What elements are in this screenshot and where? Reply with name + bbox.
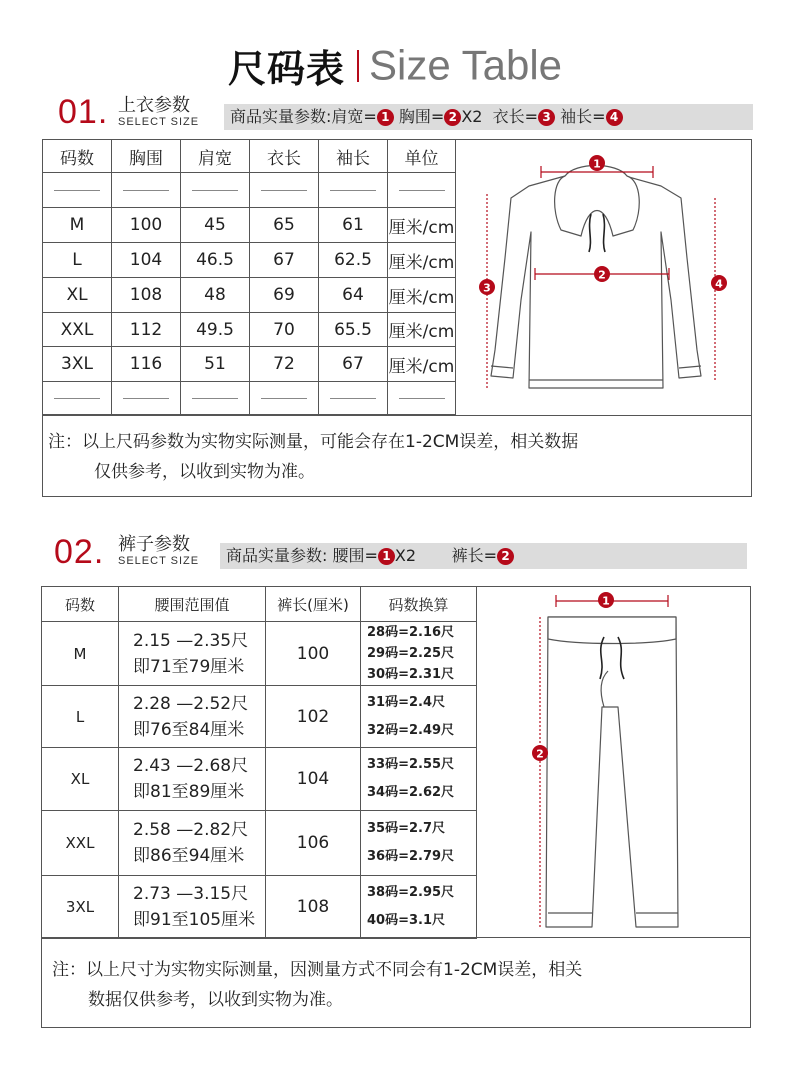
marker-3-icon: 3: [538, 109, 555, 126]
cell-unit: 厘米/cm: [388, 347, 456, 382]
table-header-row: [42, 587, 477, 622]
cell-chest: 104: [112, 243, 181, 278]
cell-size: M: [43, 208, 112, 243]
cell-shoulder: 48: [181, 278, 250, 313]
header-sleeve: 袖长: [319, 140, 388, 173]
cell-length: 69: [250, 278, 319, 313]
cell-unit: 厘米/cm: [388, 313, 456, 347]
cell-length: 104: [266, 748, 361, 811]
cell-size: M: [42, 622, 119, 686]
hoodie-marker-4-icon: [711, 275, 727, 291]
dash-divider: [54, 398, 100, 399]
cell-shoulder: 45: [181, 208, 250, 243]
range-cm: 即81至89厘米: [133, 782, 245, 802]
pants-diagram-marker-1-icon: [598, 592, 614, 608]
cell-sleeve: 62.5: [319, 243, 388, 278]
dash-divider: [330, 398, 376, 399]
title-en: Size Table: [368, 41, 563, 89]
tops-param-chest: 胸围=: [398, 107, 445, 126]
cell-chest: 112: [112, 313, 181, 347]
marker-2-icon: 2: [444, 109, 461, 126]
conv-line: 30码=2.31尺: [367, 667, 455, 682]
tops-param-label: 商品实量参数:肩宽=: [230, 107, 377, 126]
header-chest: 胸围: [112, 140, 181, 173]
range-ft: 2.58 —2.82尺: [133, 820, 249, 840]
tops-size-table: [42, 139, 456, 415]
table-row: [42, 622, 477, 686]
cell-conversion: [361, 622, 477, 686]
cell-unit: 厘米/cm: [388, 243, 456, 278]
dash-divider: [399, 190, 445, 191]
table-header-row: [43, 140, 456, 173]
hoodie-marker-1-icon: [589, 155, 605, 171]
section-02-number: 02.: [54, 533, 105, 571]
range-ft: 2.43 —2.68尺: [133, 756, 249, 776]
cell-conversion: [361, 811, 477, 876]
hoodie-marker-1: 1: [593, 157, 601, 171]
pants-note-line1: 注：以上尺寸为实物实际测量，因测量方式不同会有1-2CM误差，相关: [52, 960, 583, 980]
table-row: [42, 876, 477, 939]
cell-shoulder: 51: [181, 347, 250, 382]
cell-waist-range: [119, 876, 266, 939]
pants-marker-2-icon: 2: [497, 548, 514, 565]
cell-sleeve: 64: [319, 278, 388, 313]
cell-size: XL: [42, 748, 119, 811]
hoodie-illustration: [457, 140, 749, 415]
cell-sleeve: 61: [319, 208, 388, 243]
tops-param-length: 衣长=: [492, 107, 539, 126]
cell-chest: 100: [112, 208, 181, 243]
conv-line: 35码=2.7尺: [367, 821, 446, 836]
header-length: 裤长(厘米): [266, 587, 361, 622]
marker-1-icon: 1: [377, 109, 394, 126]
cell-size: 3XL: [43, 347, 112, 382]
table-row-empty: [43, 382, 456, 415]
cell-shoulder: 46.5: [181, 243, 250, 278]
cell-waist-range: [119, 686, 266, 748]
cell-unit: 厘米/cm: [388, 208, 456, 243]
conv-line: 28码=2.16尺: [367, 625, 455, 640]
hoodie-marker-4: 4: [715, 277, 723, 291]
cell-conversion: [361, 686, 477, 748]
section-02-title: 裤子参数: [118, 534, 190, 555]
tops-params-bar: [224, 104, 753, 130]
hoodie-marker-3-icon: [479, 279, 495, 295]
tops-param-sleeve: 袖长=: [560, 107, 606, 126]
cell-length: 108: [266, 876, 361, 939]
header-size: 码数: [43, 140, 112, 173]
conv-line: 38码=2.95尺: [367, 885, 455, 900]
cell-length: 65: [250, 208, 319, 243]
tops-note-divider: [42, 415, 751, 416]
hoodie-marker-2: 2: [598, 268, 606, 282]
hoodie-marker-2-icon: [594, 266, 610, 282]
header-conversion: 码数换算: [361, 587, 477, 622]
marker-4-icon: 4: [606, 109, 623, 126]
pants-diagram-marker-2-icon: [532, 745, 548, 761]
pants-diagram-marker-2: 2: [536, 747, 544, 761]
cell-length: 70: [250, 313, 319, 347]
section-01-number: 01.: [58, 93, 109, 131]
range-ft: 2.15 —2.35尺: [133, 630, 249, 651]
pants-param-x2: X2: [394, 546, 417, 565]
conv-line: 36码=2.79尺: [367, 849, 455, 864]
range-ft: 2.73 —3.15尺: [133, 884, 249, 904]
conv-line: 40码=3.1尺: [367, 913, 446, 928]
table-row: [42, 686, 477, 748]
dash-divider: [192, 398, 238, 399]
table-row: [43, 208, 456, 243]
cell-size: L: [42, 686, 119, 748]
header-length: 衣长: [250, 140, 319, 173]
tops-note-line2: 仅供参考，以收到实物为准。: [94, 462, 315, 482]
cell-sleeve: 67: [319, 347, 388, 382]
pants-params-bar: [220, 543, 747, 569]
dash-divider: [192, 190, 238, 191]
table-row-empty: [43, 173, 456, 208]
conv-line: 33码=2.55尺: [367, 757, 455, 772]
header-size: 码数: [42, 587, 119, 622]
section-01-subtitle: SELECT SIZE: [118, 116, 200, 128]
cell-shoulder: 49.5: [181, 313, 250, 347]
range-cm: 即86至94厘米: [133, 846, 245, 866]
cell-length: 67: [250, 243, 319, 278]
dash-divider: [123, 398, 169, 399]
pants-illustration: [478, 587, 748, 937]
tops-param-x2: X2: [461, 107, 483, 126]
cell-chest: 108: [112, 278, 181, 313]
conv-line: 34码=2.62尺: [367, 785, 455, 800]
cell-length: 102: [266, 686, 361, 748]
table-row: [42, 811, 477, 876]
conv-line: 31码=2.4尺: [367, 694, 446, 710]
cell-size: 3XL: [42, 876, 119, 939]
table-row: [43, 347, 456, 382]
conv-line: 32码=2.49尺: [367, 722, 455, 738]
cell-conversion: [361, 876, 477, 939]
range-cm: 即91至105厘米: [133, 910, 256, 930]
cell-size: XXL: [43, 313, 112, 347]
table-row: [43, 243, 456, 278]
table-row: [43, 313, 456, 347]
cell-waist-range: [119, 622, 266, 686]
cell-waist-range: [119, 748, 266, 811]
pants-size-table: [41, 586, 477, 939]
pants-param-length: 裤长=: [451, 546, 498, 565]
title-divider: [357, 50, 359, 82]
dash-divider: [261, 190, 307, 191]
cell-length: 106: [266, 811, 361, 876]
cell-sleeve: 65.5: [319, 313, 388, 347]
cell-size: XXL: [42, 811, 119, 876]
table-row: [42, 748, 477, 811]
cell-size: XL: [43, 278, 112, 313]
conv-line: 29码=2.25尺: [367, 646, 455, 661]
cell-unit: 厘米/cm: [388, 278, 456, 313]
dash-divider: [123, 190, 169, 191]
cell-chest: 116: [112, 347, 181, 382]
pants-param-label: 商品实量参数: 腰围=: [226, 546, 378, 565]
header-waist-range: 腰围范围值: [119, 587, 266, 622]
range-ft: 2.28 —2.52尺: [133, 693, 249, 714]
cell-waist-range: [119, 811, 266, 876]
cell-size: L: [43, 243, 112, 278]
cell-conversion: [361, 748, 477, 811]
pants-note-line2: 数据仅供参考，以收到实物为准。: [88, 990, 343, 1010]
header-shoulder: 肩宽: [181, 140, 250, 173]
dash-divider: [330, 190, 376, 191]
dash-divider: [54, 190, 100, 191]
pants-marker-1-icon: 1: [378, 548, 395, 565]
table-row: [43, 278, 456, 313]
range-cm: 即71至79厘米: [133, 656, 245, 677]
dash-divider: [261, 398, 307, 399]
page-title: [0, 38, 790, 93]
range-cm: 即76至84厘米: [133, 719, 245, 740]
dash-divider: [399, 398, 445, 399]
hoodie-marker-3: 3: [483, 281, 491, 295]
pants-diagram-marker-1: 1: [602, 594, 610, 608]
section-02-subtitle: SELECT SIZE: [118, 555, 200, 567]
header-unit: 单位: [388, 140, 456, 173]
cell-length: 72: [250, 347, 319, 382]
tops-note-line1: 注：以上尺码参数为实物实际测量，可能会存在1-2CM误差，相关数据: [48, 432, 579, 452]
title-cn: 尺码表: [227, 47, 345, 91]
section-01-title: 上衣参数: [118, 95, 190, 116]
cell-length: 100: [266, 622, 361, 686]
